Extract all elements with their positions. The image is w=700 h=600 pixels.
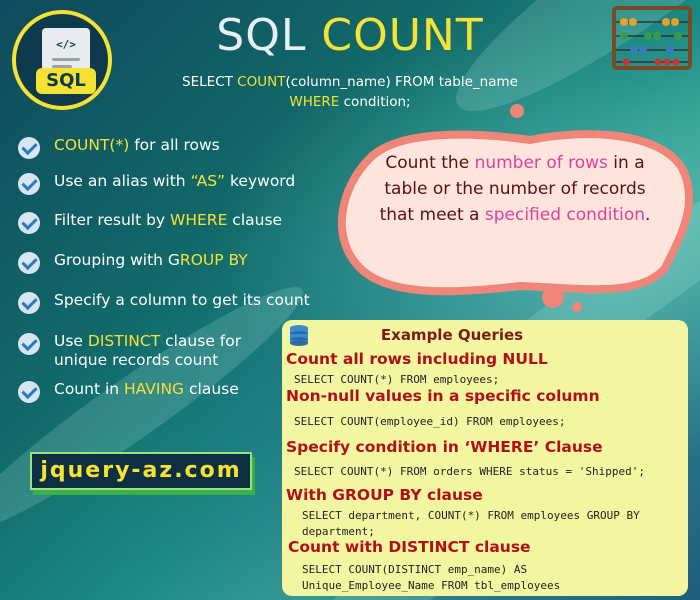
syntax-pre: SELECT: [182, 74, 238, 90]
query-code: SELECT department, COUNT(*) FROM employees GROUP BY department;: [302, 509, 640, 538]
check-icon: [18, 333, 40, 355]
query-heading: With GROUP BY clause: [286, 486, 483, 504]
query-heading: Non-null values in a specific column: [286, 387, 600, 405]
feature-text: for all rows: [129, 136, 220, 154]
description-highlight: specified condition: [484, 205, 646, 225]
syntax-post: condition;: [339, 94, 411, 110]
page-title: [0, 10, 700, 61]
feature-item: [18, 211, 282, 234]
syntax-line: [150, 72, 550, 112]
feature-item: [18, 380, 239, 403]
feature-text: clause: [227, 211, 283, 229]
query-code: SELECT COUNT(*) FROM orders WHERE status = 'Shipped';: [294, 465, 645, 478]
feature-item: [18, 291, 310, 314]
check-icon: [18, 252, 40, 274]
description-part: in a table or the number of records that meet a: [379, 153, 646, 225]
examples-title: Example Queries: [380, 326, 524, 344]
example-panel: [282, 320, 688, 596]
query-heading: Specify condition in ‘WHERE’ Clause: [286, 438, 603, 456]
check-icon: [18, 173, 40, 195]
feature-text: Use an alias with: [54, 172, 191, 190]
query-code: SELECT COUNT(employee_id) FROM employees;: [294, 415, 566, 428]
feature-text: Use: [54, 332, 88, 350]
query-code: SELECT COUNT(DISTINCT emp_name) AS Unique_Employee_Name FROM tbl_employees: [302, 563, 561, 592]
syntax-mid: (column_name) FROM table_name: [285, 74, 518, 90]
description-part: .: [645, 205, 651, 225]
check-icon: [18, 292, 40, 314]
feature-text: Count in: [54, 380, 125, 398]
syntax-kw-where: WHERE: [289, 94, 340, 110]
feature-highlight: ROUP BY: [179, 251, 248, 269]
description-highlight: number of rows: [474, 153, 608, 173]
feature-item: [18, 172, 295, 195]
feature-item: [18, 136, 220, 159]
check-icon: [18, 381, 40, 403]
query-code: SELECT COUNT(*) FROM employees;: [294, 373, 500, 386]
feature-text: keyword: [225, 172, 296, 190]
sql-tag: SQL: [36, 68, 96, 94]
title-sql: SQL: [216, 10, 307, 61]
decor-dot: [572, 302, 582, 312]
check-icon: [18, 137, 40, 159]
abacus-icon: [612, 6, 692, 70]
feature-text: Grouping with G: [54, 251, 180, 269]
decor-dot: [542, 286, 564, 308]
feature-highlight: “AS”: [190, 172, 226, 190]
feature-text: Filter result by: [54, 211, 171, 229]
description-part: Count the: [385, 153, 475, 173]
feature-highlight: HAVING: [124, 380, 185, 398]
feature-text: Specify a column to get its count: [54, 291, 310, 309]
feature-item: [18, 251, 248, 274]
feature-highlight: WHERE: [170, 211, 228, 229]
check-icon: [18, 212, 40, 234]
query-heading: Count with DISTINCT clause: [288, 538, 531, 556]
brand-link[interactable]: jquery-az.com: [40, 458, 242, 483]
feature-text: clause: [184, 380, 239, 398]
feature-highlight: DISTINCT: [87, 332, 161, 350]
brand-box[interactable]: [30, 452, 252, 490]
feature-item: [18, 332, 241, 370]
feature-highlight: COUNT(*): [54, 136, 130, 154]
feature-text: unique records count: [54, 351, 219, 369]
query-heading: Count all rows including NULL: [286, 350, 548, 368]
feature-text: clause for: [160, 332, 242, 350]
code-glyph: </>: [56, 38, 76, 51]
title-count: COUNT: [321, 10, 484, 61]
syntax-kw-count: COUNT: [237, 74, 286, 90]
decor-dot: [510, 104, 524, 118]
description-text: [370, 150, 660, 228]
